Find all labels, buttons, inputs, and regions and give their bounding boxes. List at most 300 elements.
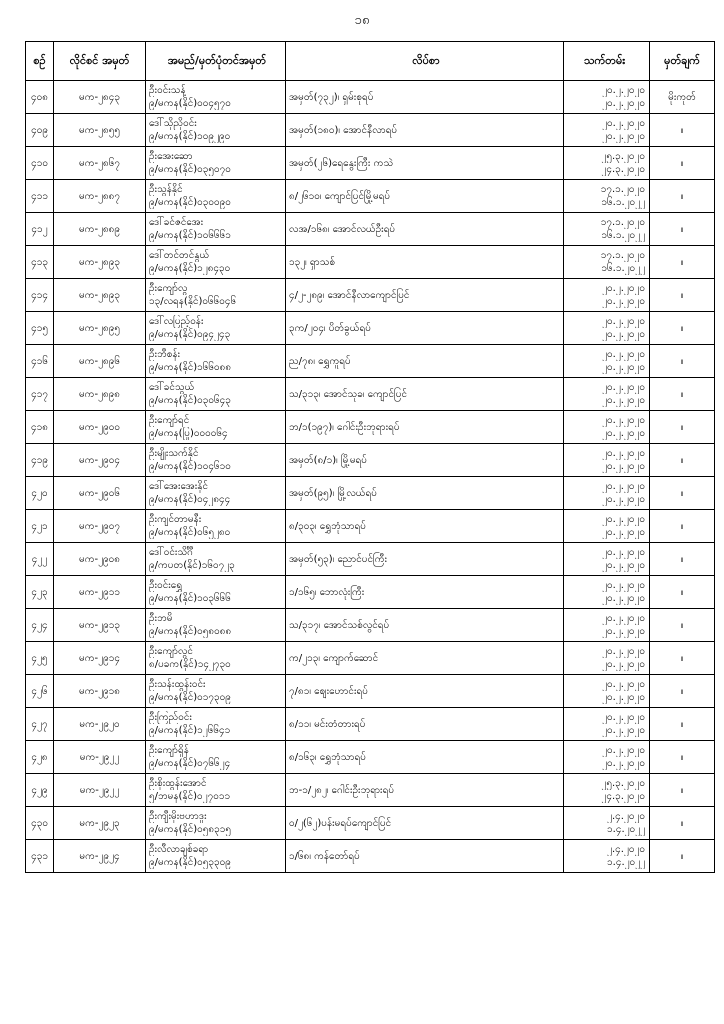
row-number: ၄၃၀	[31, 817, 48, 829]
person-name: ဒေါ်တင်တင်နွယ်	[149, 250, 210, 261]
address-text: အမှတ်(၅၃)၊ ညောင်ပင်ကြီး	[289, 553, 388, 565]
cell-license	[54, 312, 146, 345]
address-text: ၁/၁၆၅၊ ဘောလုံးကြီး	[289, 586, 365, 598]
header-no: စဉ်	[26, 42, 54, 81]
cell-remark	[650, 576, 715, 609]
person-name: ဦးစိုးထွန်းအောင်	[149, 778, 207, 789]
address-text: ၈/၁၁၊ မင်းတံတားရပ်	[289, 718, 366, 730]
table-row	[26, 312, 715, 345]
cell-license	[54, 246, 146, 279]
cell-license	[54, 609, 146, 642]
nrc-number: ၉/မကန(နိုင်)၀၇၆၆၂၄	[149, 758, 231, 769]
cell-name	[146, 807, 286, 840]
license-number: မက-၂၉၁၃	[79, 619, 120, 631]
cell-license	[54, 147, 146, 180]
valid-to: ၂၀.၂.၂၀၂၀	[602, 758, 645, 769]
remark-text: ။	[680, 454, 684, 466]
license-number: မက-၂၉၀၄	[79, 454, 120, 466]
cell-address	[286, 708, 564, 741]
cell-validity	[564, 642, 650, 675]
cell-remark	[650, 279, 715, 312]
cell-no	[26, 246, 54, 279]
row-number: ၄၀၉	[31, 124, 48, 136]
remark-text: ။	[680, 487, 684, 499]
table-body	[26, 81, 715, 873]
valid-to: ၂၀.၂.၂၀၂၀	[602, 461, 645, 472]
license-number: မက-၂၉၀၆	[79, 487, 120, 499]
cell-remark	[650, 642, 715, 675]
person-name: ဦးကျော်လွင်	[149, 646, 193, 657]
cell-name	[146, 774, 286, 807]
cell-no	[26, 675, 54, 708]
address-text: သ/၃၁၃၊ အောင်သုခ၊ ကျောင်ပြင်	[289, 388, 407, 400]
cell-license	[54, 576, 146, 609]
license-number: မက-၂၉၁၄	[79, 652, 120, 664]
row-number: ၄၂၈	[31, 751, 48, 763]
cell-validity	[564, 576, 650, 609]
cell-name	[146, 477, 286, 510]
license-number: မက-၂၉၂၂	[79, 751, 120, 763]
license-number: မက-၂၉၀၇	[79, 520, 120, 532]
cell-address	[286, 576, 564, 609]
license-number: မက-၂၈၉၃	[79, 256, 120, 268]
cell-name	[146, 543, 286, 576]
person-name: ဒေါ်သိုညိုဝင်း	[149, 118, 197, 129]
cell-address	[286, 477, 564, 510]
cell-name	[146, 246, 286, 279]
remark-text: ။	[680, 388, 684, 400]
table-row	[26, 609, 715, 642]
remark-text: ။	[680, 586, 684, 598]
person-name: ဦးဝင်းရွှေ	[149, 580, 183, 591]
valid-from: ၂.၄.၂၀၂၀	[607, 811, 645, 822]
nrc-number: ၉/မကန(နိုင်)၀၆၅၂၈၀	[149, 527, 231, 538]
valid-to: ၂၀.၂.၂၀၂၀	[602, 659, 645, 670]
cell-no	[26, 609, 54, 642]
table-row	[26, 180, 715, 213]
cell-address	[286, 81, 564, 114]
remark-text: ။	[680, 619, 684, 631]
table-header	[26, 42, 715, 81]
cell-license	[54, 279, 146, 312]
person-name: ဒေါ်ခင်ဇင်အေး	[149, 217, 204, 228]
cell-no	[26, 807, 54, 840]
cell-validity	[564, 741, 650, 774]
cell-address	[286, 279, 564, 312]
cell-remark	[650, 345, 715, 378]
valid-from: ၂၀.၂.၂၀၂၀	[602, 118, 645, 129]
row-number: ၄၁၅	[31, 322, 48, 334]
cell-remark	[650, 180, 715, 213]
row-number: ၄၂၂	[31, 553, 48, 565]
remark-text: ။	[680, 751, 684, 763]
person-name: ဒေါ်ခင်သွယ်	[149, 382, 195, 393]
cell-no	[26, 213, 54, 246]
valid-from: ၂၀.၂.၂၀၂၀	[602, 646, 645, 657]
cell-license	[54, 642, 146, 675]
valid-to: ၂၀.၂.၂၀၂၀	[602, 494, 645, 505]
address-text: အမှတ်(၂၆)ရေနွေးကြီး ကသဲ	[289, 157, 394, 169]
address-text: လအ/၁၆၈၊ အောင်လယ်ဦးရပ်	[289, 223, 396, 235]
valid-to: ၁၆.၁.၂၀၂၂	[601, 230, 645, 241]
table-row	[26, 114, 715, 147]
valid-from: ၂၀.၂.၂၀၂၀	[602, 679, 645, 690]
valid-to: ၂၀.၂.၂၀၂၀	[602, 296, 645, 307]
nrc-number: ၁၃/လရန(နိုင်)၀၆၆၀၄၆	[149, 296, 237, 307]
valid-from: ၂၀.၂.၂၀၂၀	[602, 481, 645, 492]
cell-remark	[650, 444, 715, 477]
cell-address	[286, 180, 564, 213]
row-number: ၄၁၀	[31, 157, 48, 169]
table-row	[26, 147, 715, 180]
license-number: မက-၂၉၁၈	[79, 685, 120, 697]
header-address: လိပ်စာ	[286, 42, 564, 81]
cell-name	[146, 147, 286, 180]
address-text: က/၂၁၃၊ ကျောက်ဆောင်	[289, 652, 379, 664]
cell-no	[26, 180, 54, 213]
cell-no	[26, 147, 54, 180]
valid-from: ၁၇.၁.၂၀၂၀	[600, 250, 645, 261]
table-row	[26, 477, 715, 510]
license-number: မက-၂၉၁၁	[79, 586, 120, 598]
cell-no	[26, 840, 54, 873]
remark-text: ။	[680, 355, 684, 367]
remark-text: ။	[680, 817, 684, 829]
cell-address	[286, 543, 564, 576]
valid-to: ၁၆.၁.၂၀၂၂	[601, 197, 645, 208]
cell-name	[146, 213, 286, 246]
nrc-number: ၉/မကန(နိုင်)၁၀၃၆၆၆	[149, 593, 231, 604]
address-text: အမှတ်(၉၅)၊ မြို့လယ်ရပ်	[289, 487, 377, 499]
table-row	[26, 81, 715, 114]
cell-no	[26, 642, 54, 675]
cell-address	[286, 774, 564, 807]
cell-no	[26, 411, 54, 444]
person-name: ဦးမျိုးသက်နိုင်	[149, 448, 199, 459]
valid-from: ၂၀.၂.၂၀၂၀	[602, 382, 645, 393]
cell-license	[54, 543, 146, 576]
valid-to: ၂၀.၂.၂၀၂၀	[602, 626, 645, 637]
address-text: ၃က/၂၀၄၊ ပိတ်ခွယ်ရပ်	[289, 322, 371, 334]
person-name: ဦးဝင်းသန့်	[149, 85, 186, 96]
cell-license	[54, 345, 146, 378]
cell-validity	[564, 510, 650, 543]
cell-validity	[564, 180, 650, 213]
address-text: ဘ-၁/၂၈၂၊ ဂေါင်းဦးဘုရားရပ်	[289, 784, 395, 796]
cell-name	[146, 444, 286, 477]
cell-address	[286, 213, 564, 246]
cell-license	[54, 180, 146, 213]
cell-license	[54, 477, 146, 510]
cell-validity	[564, 543, 650, 576]
nrc-number: ၉/မကန(နိုင်)၀၃၀၀၉၀	[149, 197, 231, 208]
table-row	[26, 807, 715, 840]
cell-validity	[564, 807, 650, 840]
person-name: ဦးကျီးမိုးဗဟာဒူး	[149, 811, 207, 822]
address-text: ၄/၂-၂၈၉၊ အောင်နီလာကျောင်ပြင်	[289, 289, 410, 301]
person-name: ဦးကျော်လွ	[149, 283, 188, 294]
license-number: မက-၂၈၆၇	[79, 157, 120, 169]
remark-text: ။	[680, 784, 684, 796]
remark-text: ။	[680, 718, 684, 730]
cell-address	[286, 411, 564, 444]
license-number: မက-၂၈၉၅	[79, 322, 120, 334]
table-row	[26, 246, 715, 279]
cell-validity	[564, 774, 650, 807]
person-name: ဦးအေးဆော	[149, 151, 193, 162]
nrc-number: ၉/မကန(နိုင်)၁၆၆၀၈၈	[149, 362, 232, 373]
person-name: ဦးလီလာချစ်ခရာ	[149, 844, 209, 855]
row-number: ၄၁၉	[31, 454, 48, 466]
cell-remark	[650, 675, 715, 708]
cell-no	[26, 576, 54, 609]
license-number: မက-၂၈၈၉	[78, 223, 121, 235]
nrc-number: ၉/မကန(နိုင်)၁၀၉၂၉၀	[149, 131, 231, 142]
cell-remark	[650, 378, 715, 411]
remark-text: ။	[680, 223, 684, 235]
cell-no	[26, 279, 54, 312]
table-row	[26, 510, 715, 543]
row-number: ၄၀၈	[31, 91, 48, 103]
cell-no	[26, 543, 54, 576]
valid-from: ၁၇.၁.၂၀၂၀	[600, 184, 645, 195]
valid-to: ၂၀.၂.၂၀၂၀	[602, 362, 645, 373]
valid-from: ၂၀.၂.၂၀၂၀	[602, 85, 645, 96]
cell-name	[146, 345, 286, 378]
row-number: ၄၁၆	[31, 355, 48, 367]
row-number: ၄၁၈	[31, 421, 48, 433]
cell-license	[54, 510, 146, 543]
remark-text: မိုးကုတ်	[668, 91, 696, 103]
cell-address	[286, 741, 564, 774]
nrc-number: ၉/မကန(နိုင်)၀၅၈၀၈၈	[149, 626, 232, 637]
cell-address	[286, 312, 564, 345]
row-number: ၄၁၄	[31, 289, 48, 301]
address-text: ၁၃၂၊ ရှာသစ်	[289, 256, 336, 268]
nrc-number: ၉/မကန(နိုင်)၀၃၀၆၄၃	[149, 395, 231, 406]
table-row	[26, 675, 715, 708]
row-number: ၄၃၁	[31, 850, 48, 862]
row-number: ၄၁၇	[31, 388, 48, 400]
person-name: ဦးကြည်ဝင်း	[149, 712, 192, 723]
nrc-number: ၉/မကန(နိုင်)၁၀၆၆၆၁	[149, 230, 231, 241]
page-number: ၁၈	[354, 13, 370, 28]
table-row	[26, 345, 715, 378]
remark-text: ။	[680, 256, 684, 268]
row-number: ၄၁၁	[31, 190, 48, 202]
header-row	[26, 42, 715, 81]
valid-from: ၂၀.၂.၂၀၂၀	[602, 448, 645, 459]
remark-text: ။	[680, 553, 684, 565]
cell-validity	[564, 345, 650, 378]
header-remark: မှတ်ချက်	[650, 42, 715, 81]
person-name: ဦးကျော်ရင်	[149, 415, 190, 426]
cell-no	[26, 708, 54, 741]
person-name: ဒေါ်လပြည့်ဝန်း	[149, 316, 204, 327]
person-name: ဦးဘီစန်း	[149, 349, 181, 360]
address-text: ၈/၁၆၃၊ ရွှေဘုံသာရပ်	[289, 751, 366, 763]
address-text: ၀/၂(၆၂)ပန်းမရပ်ကျောင်ပြင်	[289, 817, 392, 829]
cell-validity	[564, 81, 650, 114]
valid-to: ၂၀.၂.၂၀၂၀	[602, 593, 645, 604]
cell-no	[26, 378, 54, 411]
license-number: မက-၂၉၂၃	[79, 817, 120, 829]
cell-license	[54, 378, 146, 411]
table-row	[26, 576, 715, 609]
cell-no	[26, 774, 54, 807]
cell-validity	[564, 477, 650, 510]
valid-from: ၂၀.၂.၂၀၂၀	[602, 613, 645, 624]
cell-address	[286, 840, 564, 873]
license-number: မက-၂၈၉၆	[79, 355, 120, 367]
cell-address	[286, 246, 564, 279]
remark-text: ။	[680, 322, 684, 334]
remark-text: ။	[680, 157, 684, 169]
license-number: မက-၂၈၅၅	[79, 124, 120, 136]
license-registry-table	[25, 41, 715, 873]
cell-remark	[650, 609, 715, 642]
cell-address	[286, 147, 564, 180]
cell-no	[26, 741, 54, 774]
nrc-number: ၉/မကန(နိုင်)၀၀၄၅၇၀	[149, 98, 231, 109]
nrc-number: ၉/မကန(နိုင်)၁၀၄၆၁၀	[149, 461, 231, 472]
cell-validity	[564, 147, 650, 180]
person-name: ဦးကျင်တာမနီး	[149, 514, 202, 525]
cell-license	[54, 444, 146, 477]
cell-name	[146, 279, 286, 312]
cell-remark	[650, 312, 715, 345]
person-name: ဦးဘမိ	[149, 613, 173, 624]
license-number: မက-၂၉၂၂	[79, 784, 120, 796]
license-number: မက-၂၈၈၇	[78, 190, 121, 202]
license-number: မက-၂၈၄၃	[79, 91, 120, 103]
cell-validity	[564, 312, 650, 345]
cell-license	[54, 81, 146, 114]
nrc-number: ၉/မကန(နိုင်)၁၂၆၆၄၁	[149, 725, 231, 736]
valid-to: ၁.၄.၂၀၂၂	[607, 857, 645, 868]
valid-from: ၁၇.၁.၂၀၂၀	[600, 217, 645, 228]
cell-no	[26, 477, 54, 510]
cell-validity	[564, 411, 650, 444]
valid-from: ၂၅.၃.၂၀၂၀	[601, 778, 645, 789]
remark-text: ။	[680, 421, 684, 433]
header-validity: သက်တမ်း	[564, 42, 650, 81]
license-number: မက-၂၉၀၈	[79, 553, 120, 565]
nrc-number: ၉/မကန(နိုင်)၁၂၈၄၃၀	[149, 263, 231, 274]
cell-validity	[564, 246, 650, 279]
cell-remark	[650, 774, 715, 807]
cell-license	[54, 807, 146, 840]
table-row	[26, 543, 715, 576]
person-name: ဒေါ်အေးအေးနိုင်	[149, 481, 208, 492]
valid-to: ၂၀.၂.၂၀၂၀	[602, 131, 645, 142]
person-name: ဒေါ်ဝင်းသိင်္ဂီ	[149, 547, 194, 558]
valid-to: ၁၆.၁.၂၀၂၂	[601, 263, 645, 274]
header-name: အမည်/မှတ်ပုံတင်အမှတ်	[146, 42, 286, 81]
nrc-number: ၉/မကန(ပြု)၀၀၀၀၆၄	[149, 428, 228, 439]
cell-no	[26, 444, 54, 477]
valid-from: ၂၅.၃.၂၀၂၀	[601, 151, 645, 162]
cell-no	[26, 345, 54, 378]
remark-text: ။	[680, 289, 684, 301]
cell-address	[286, 345, 564, 378]
cell-remark	[650, 741, 715, 774]
remark-text: ။	[680, 685, 684, 697]
remark-text: ။	[680, 652, 684, 664]
cell-validity	[564, 840, 650, 873]
address-text: ဘ/၁(၁၉၇)၊ ဂေါင်းဦးဘုရားရပ်	[289, 421, 400, 433]
cell-name	[146, 708, 286, 741]
license-number: မက-၂၉၀၀	[79, 421, 120, 433]
cell-validity	[564, 444, 650, 477]
cell-name	[146, 312, 286, 345]
row-number: ၄၂၉	[31, 784, 48, 796]
address-text: အမှတ်(၈/၁)၊ မြို့မရပ်	[289, 454, 367, 466]
valid-from: ၂၀.၂.၂၀၂၀	[602, 283, 645, 294]
cell-license	[54, 708, 146, 741]
nrc-number: ၉/မကန(နိုင်)၀၅၈၃၁၅	[149, 824, 232, 835]
cell-name	[146, 642, 286, 675]
cell-license	[54, 840, 146, 873]
cell-validity	[564, 114, 650, 147]
valid-from: ၂၀.၂.၂၀၂၀	[602, 712, 645, 723]
person-name: ဦးသန်းထွန်းဝင်း	[149, 679, 206, 690]
valid-to: ၂၄.၃.၂၀၂၀	[601, 164, 645, 175]
valid-from: ၂၀.၂.၂၀၂၀	[602, 514, 645, 525]
cell-address	[286, 807, 564, 840]
table-row	[26, 708, 715, 741]
cell-address	[286, 444, 564, 477]
table-row	[26, 213, 715, 246]
valid-to: ၂၀.၂.၂၀၂၀	[602, 560, 645, 571]
table-row	[26, 774, 715, 807]
valid-to: ၂၀.၂.၂၀၂၀	[602, 98, 645, 109]
nrc-number: ၉/မကန(နိုင်)၀၉၄၂၄၃	[149, 329, 231, 340]
cell-remark	[650, 147, 715, 180]
cell-no	[26, 114, 54, 147]
row-number: ၄၁၃	[31, 256, 48, 268]
remark-text: ။	[680, 190, 684, 202]
table-row	[26, 378, 715, 411]
header-license: လိုင်စင် အမှတ်	[54, 42, 146, 81]
table-row	[26, 444, 715, 477]
valid-to: ၂၀.၂.၂၀၂၀	[602, 725, 645, 736]
license-number: မက-၂၉၂၄	[79, 850, 120, 862]
row-number: ၄၁၂	[31, 223, 48, 235]
valid-to: ၂၀.၂.၂၀၂၀	[602, 395, 645, 406]
cell-address	[286, 114, 564, 147]
table-row	[26, 411, 715, 444]
cell-name	[146, 576, 286, 609]
cell-remark	[650, 510, 715, 543]
row-number: ၄၂၆	[31, 685, 48, 697]
cell-license	[54, 675, 146, 708]
table-row	[26, 642, 715, 675]
nrc-number: ၉/မကန(နိုင်)၀၅၃၃၀၉	[149, 857, 231, 868]
address-text: ၇/၈၁၊ ဈေးဟောင်းရပ်	[289, 685, 368, 697]
address-text: အမှတ်(၁၈၀)၊ အောင်နီလာရပ်	[289, 124, 398, 136]
cell-address	[286, 510, 564, 543]
cell-address	[286, 675, 564, 708]
cell-license	[54, 114, 146, 147]
person-name: ဦးကျော်ရှိန်	[149, 745, 189, 756]
cell-remark	[650, 708, 715, 741]
remark-text: ။	[680, 520, 684, 532]
valid-to: ၂၄.၃.၂၀၂၀	[601, 791, 645, 802]
row-number: ၄၂၄	[31, 619, 48, 631]
table-row	[26, 741, 715, 774]
valid-from: ၂၀.၂.၂၀၂၀	[602, 547, 645, 558]
